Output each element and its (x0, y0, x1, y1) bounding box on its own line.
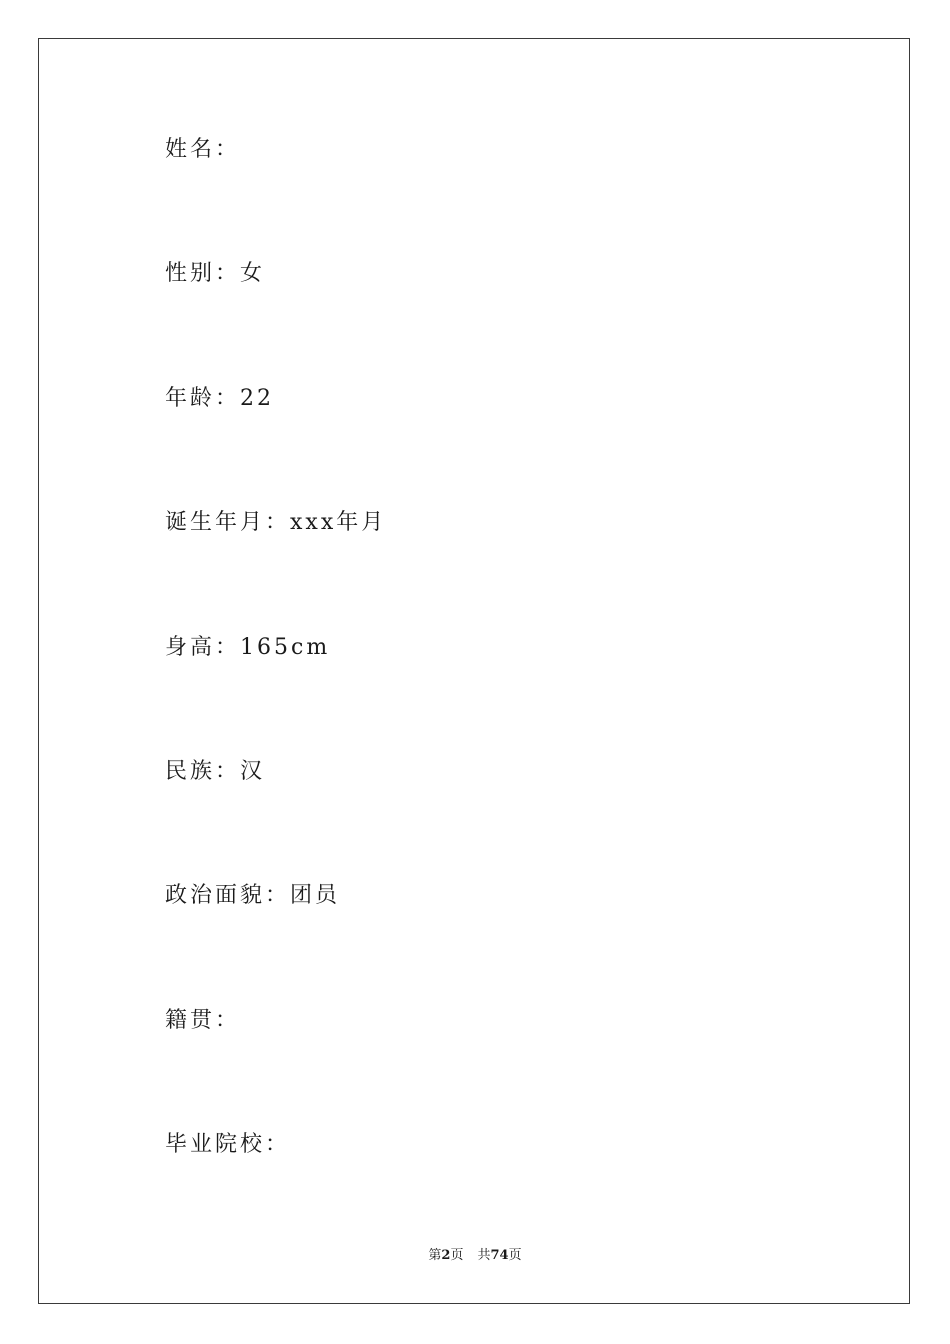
field-height: 身高：165cm (165, 635, 331, 660)
field-birth-date: 诞生年月：xxx年月 (165, 510, 387, 535)
total-suffix: 页 (508, 1248, 522, 1263)
total-prefix: 共 (477, 1248, 491, 1263)
page-total-number: 74 (490, 1248, 509, 1263)
field-age: 年龄：22 (165, 386, 274, 411)
field-name: 姓名： (165, 137, 241, 162)
page-footer (0, 1247, 950, 1265)
field-native-place: 籍贯： (165, 1008, 241, 1033)
page-current-number: 2 (441, 1248, 451, 1263)
page-suffix: 页 (450, 1248, 464, 1263)
page-prefix: 第 (428, 1248, 442, 1263)
field-graduate-school: 毕业院校： (165, 1132, 291, 1157)
field-ethnicity: 民族：汉 (165, 759, 266, 784)
field-political-status: 政治面貌：团员 (165, 883, 341, 908)
page-border (38, 38, 910, 1304)
field-gender: 性别：女 (165, 261, 266, 286)
